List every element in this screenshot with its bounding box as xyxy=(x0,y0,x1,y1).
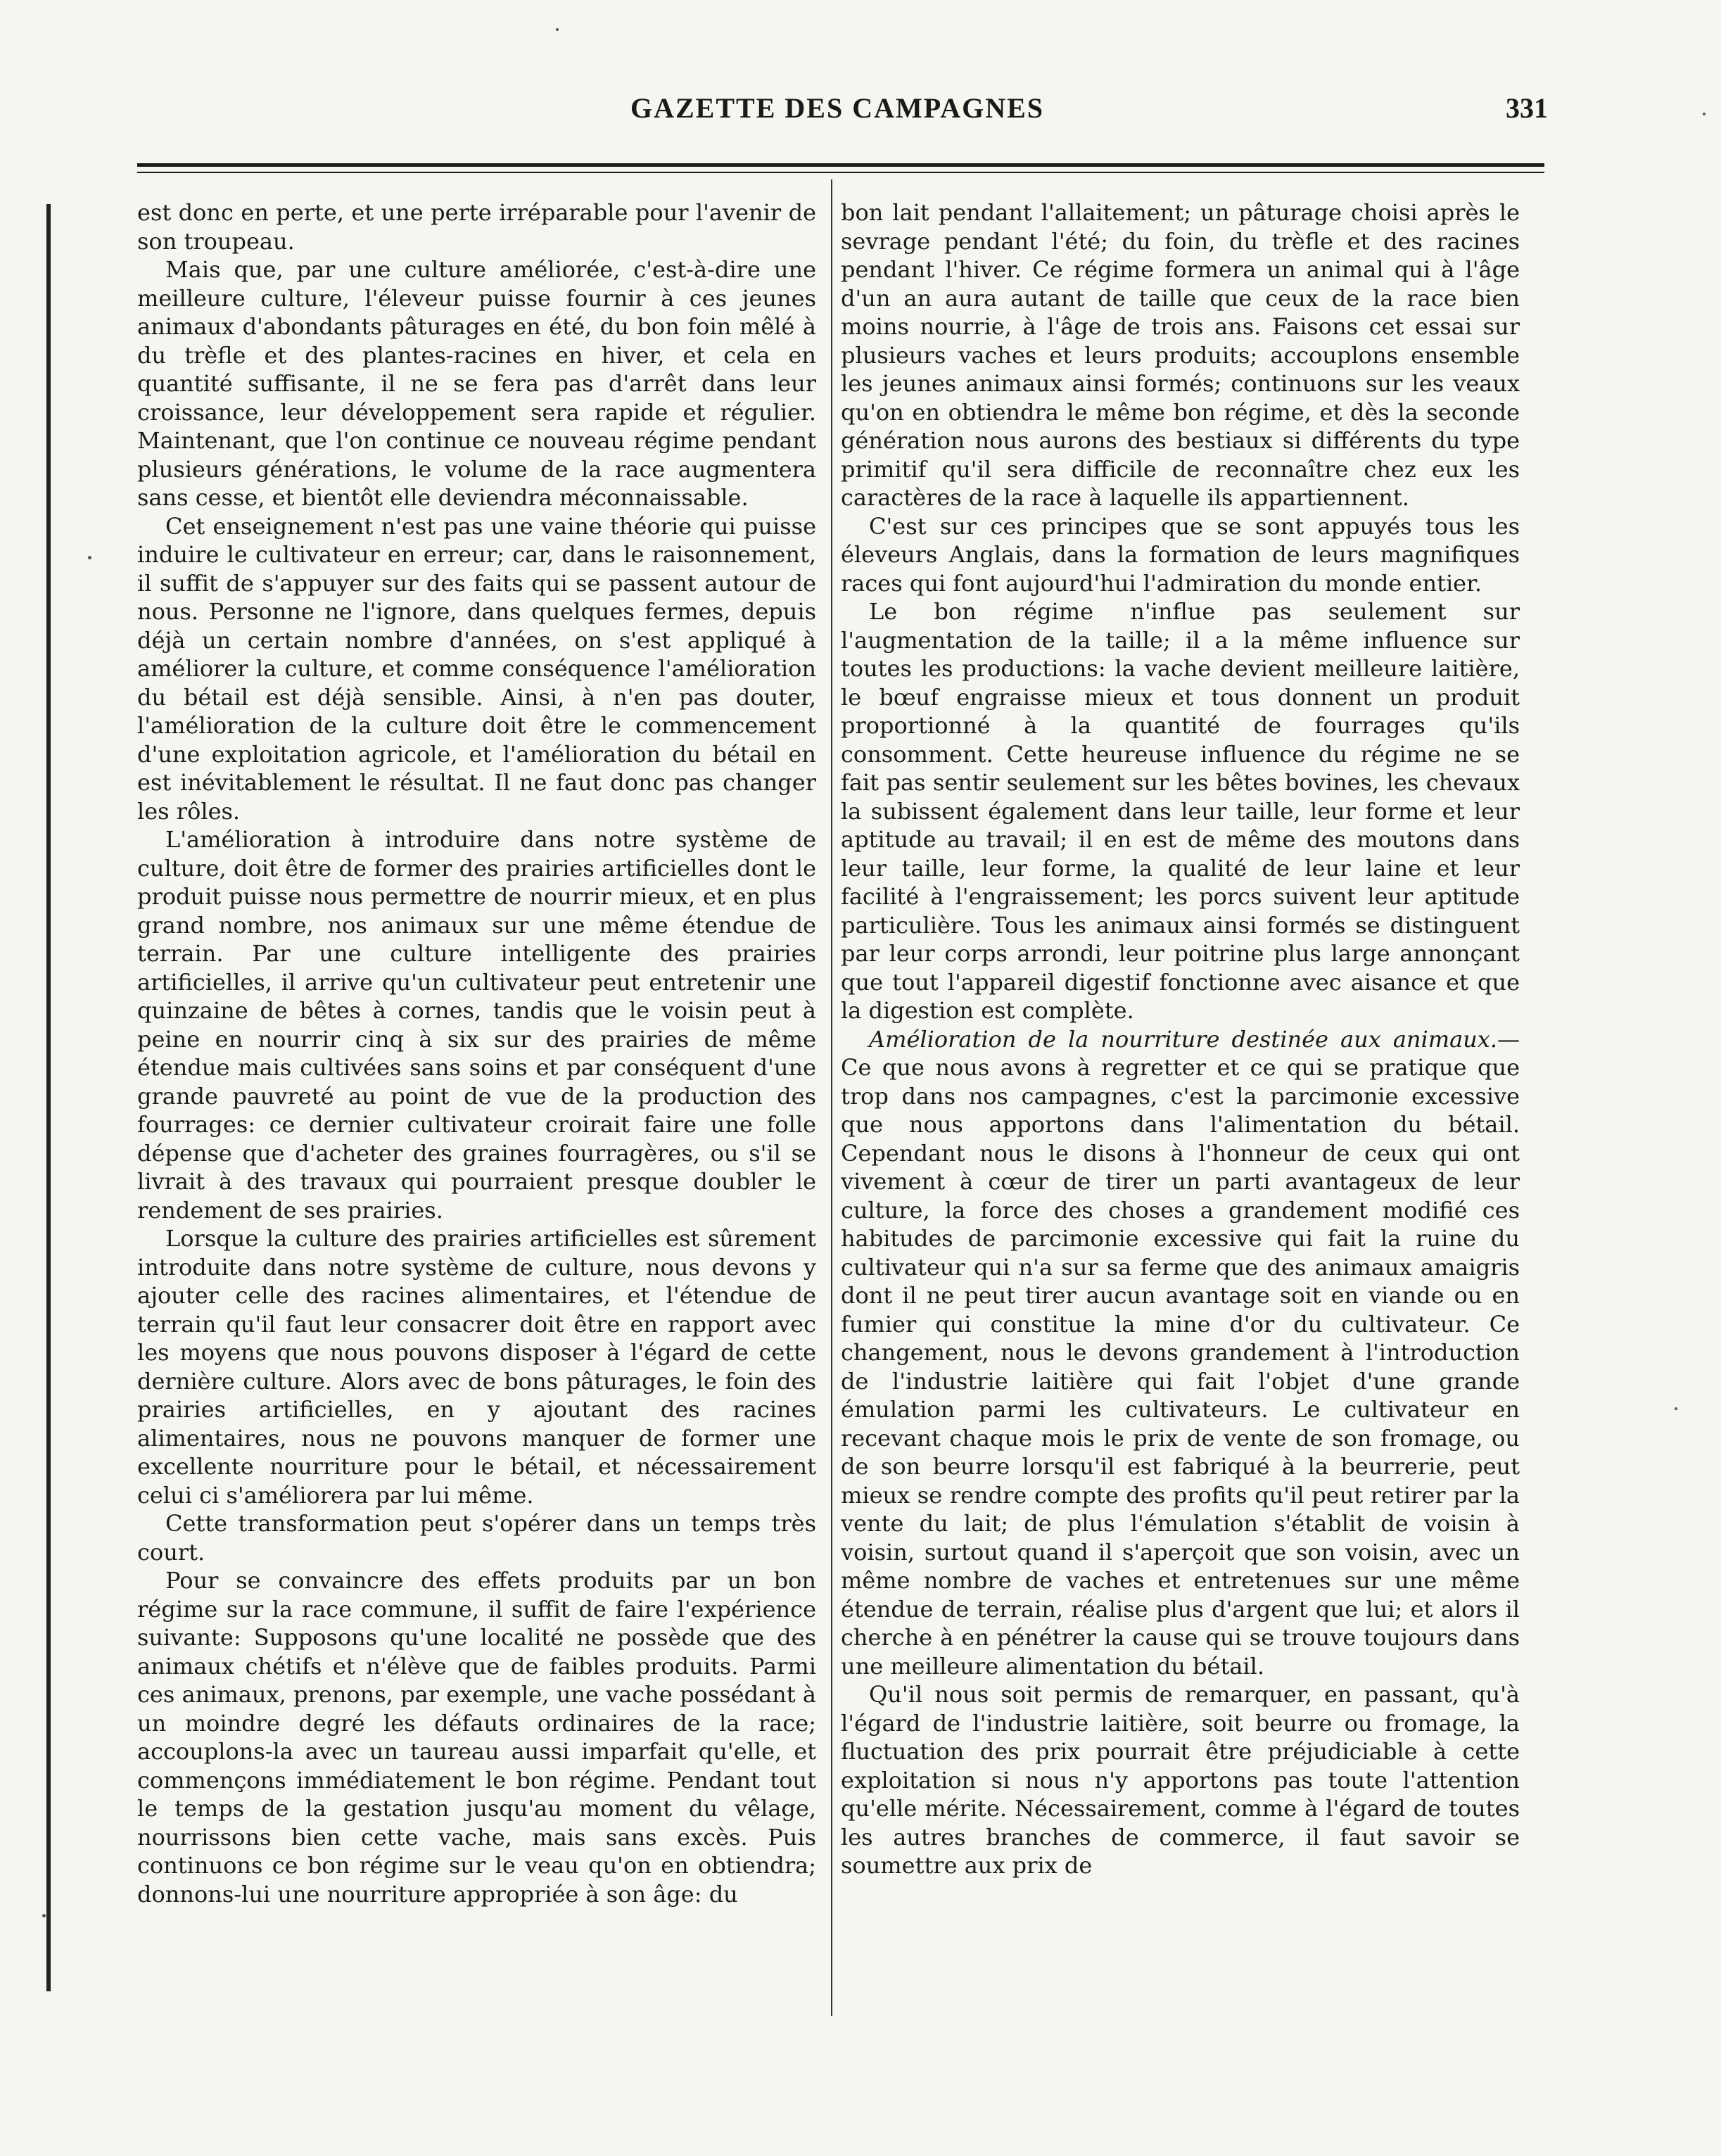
section-paragraph: Amélioration de la nourriture destinée aux animaux.— Ce que nous avons à regretter et ce qui se pratique que trop dans nos campagnes, c'est la parcimonie excessive que nous apportons dans l'alimentation du bétail. Cependant nous le disons à l'honneur de ceux qui ont vivement à cœur de tirer un parti avantageux de leur culture, la force des choses a grandement modifié ces habitudes de parcimonie excessive qui fait la ruine du cultivateur qui n'a sur sa ferme que des animaux amaigris dont il ne peut tirer aucun avantage soit en viande ou en fumier qui constitue la mine d'or du cultivateur. Ce changement, nous le devons grandement à l'introduction de l'industrie laitière qui fait l'objet d'une grande émulation parmi les cultivateurs. Le cultivateur en recevant chaque mois le prix de vente de son fromage, ou de son beurre lorsqu'il est fabriqué à la beurrerie, peut mieux se rendre compte des profits qu'il peut retirer par la vente du lait; de plus l'émulation s'établit de voisin à voisin, surtout quand il s'aperçoit que son voisin, avec un même nombre de vaches et entretenues sur une même étendue de terrain, réalise plus d'argent que lui; et alors il cherche à en pénétrer la cause qui se trouve toujours dans une meilleure alimentation du bétail. xyxy=(841,1025,1520,1680)
paragraph: Lorsque la culture des prairies artificielles est sûrement introduite dans notre système de culture, nous devons y ajouter celle des racines alimentaires, et l'étendue de terrain qu'il faut leur consacrer doit être en rapport avec les moyens que nous pouvons disposer à l'égard de cette dernière culture. Alors avec de bons pâturages, le foin des prairies artificielles, en y ajoutant des racines alimentaires, nous ne pouvons manquer de former une excellente nourriture pour le bétail, et nécessairement celui ci s'améliorera par lui même. xyxy=(137,1225,816,1509)
paragraph: C'est sur ces principes que se sont appuyés tous les éleveurs Anglais, dans la formation de leurs magnifiques races qui font aujourd'hui l'admiration du monde entier. xyxy=(841,512,1520,597)
paragraph: L'amélioration à introduire dans notre système de culture, doit être de former des prairies artificielles dont le produit puisse nous permettre de nourrir mieux, et en plus grand nombre, nos animaux sur une même étendue de terrain. Par une culture intelligente des prairies artificielles, il arrive qu'un cultivateur peut entretenir une quinzaine de bêtes à cornes, tandis que le voisin peut à peine en nourrir cinq à six sur des prairies de même étendue mais cultivées sans soins et par conséquent d'une grande pauvreté au point de vue de la production des fourrages: ce dernier cultivateur croirait faire une folle dépense que d'acheter des graines fourragères, ou s'il se livrait à des travaux qui pourraient presque doubler le rendement de ses prairies. xyxy=(137,826,816,1224)
print-speck xyxy=(88,556,91,559)
paragraph: Le bon régime n'influe pas seulement sur l'augmentation de la taille; il a la même influence sur toutes les productions: la vache devient meilleure laitière, le bœuf engraisse mieux et tous donnent un produit proportionné à la quantité de fourrages qu'ils consomment. Cette heureuse influence du régime ne se fait pas sentir seulement sur les bêtes bovines, les chevaux la subissent également dans leur taille, leur forme et leur aptitude au travail; il en est de même des moutons dans leur taille, leur forme, la qualité de leur laine et leur facilité à l'engraissement; les porcs suivent leur aptitude particulière. Tous les animaux ainsi formés se distinguent par leur corps arrondi, leur poitrine plus large annonçant que tout l'appareil digestif fonctionne avec aisance et que la digestion est complète. xyxy=(841,598,1520,1024)
paragraph: Pour se convaincre des effets produits par un bon régime sur la race commune, il suffit de faire l'expérience suivante: Supposons qu'une localité ne possède que des animaux chétifs et n'élève que de faibles produits. Parmi ces animaux, prenons, par exemple, une vache possédant à un moindre degré les défauts ordinaires de la race; accouplons-la avec un taureau aussi imparfait qu'elle, et commençons immédiatement le bon régime. Pendant tout le temps de la gestation jusqu'au moment du vêlage, nourrissons bien cette vache, mais sans excès. Puis continuons ce bon régime sur le veau qu'on en obtiendra; donnons-lui une nourriture appropriée à son âge: du xyxy=(137,1567,816,1908)
paragraph: bon lait pendant l'allaitement; un pâturage choisi après le sevrage pendant l'été; du foin, du trèfle et des racines pendant l'hiver. Ce régime formera un animal qui à l'âge d'un an aura autant de taille que ceux de la race bien moins nourrie, à l'âge de trois ans. Faisons cet essai sur plusieurs vaches et leurs produits; accouplons ensemble les jeunes animaux ainsi formés; continuons sur les veaux qu'on en obtiendra le même bon régime, et dès la seconde génération nous aurons des bestiaux si différents du type primitif qu'il sera difficile de reconnaître chez eux les caractères de la race à laquelle ils appartiennent. xyxy=(841,199,1520,511)
section-heading: Amélioration de la nourriture destinée aux animaux. xyxy=(869,1025,1497,1053)
paragraph: Cet enseignement n'est pas une vaine théorie qui puisse induire le cultivateur en erreur; car, dans le raisonnement, il suffit de s'appuyer sur des faits qui se passent autour de nous. Personne ne l'ignore, dans quelques fermes, depuis déjà un certain nombre d'années, on s'est appliqué à améliorer la culture, et comme conséquence l'amélioration du bétail est déjà sensible. Ainsi, à n'en pas douter, l'amélioration de la culture doit être le commencement d'une exploitation agricole, et l'amélioration du bétail en est inévitablement le résultat. Il ne faut donc pas changer les rôles. xyxy=(137,512,816,825)
paragraph: Mais que, par une culture améliorée, c'est-à-dire une meilleure culture, l'éleveur puisse fournir à ces jeunes animaux d'abondants pâturages en été, du bon foin mêlé à du trèfle et des plantes-racines en hiver, et cela en quantité suffisante, il ne se fera pas d'arrêt dans leur croissance, leur développement sera rapide et régulier. Maintenant, que l'on continue ce nouveau régime pendant plusieurs générations, le volume de la race augmentera sans cesse, et bientôt elle deviendra méconnaissable. xyxy=(137,256,816,511)
print-speck xyxy=(42,1914,46,1917)
margin-binding-bar xyxy=(46,204,51,1991)
print-speck xyxy=(1703,113,1706,115)
header-rule-thick xyxy=(137,163,1544,167)
print-speck xyxy=(556,28,559,31)
header-rule-thin xyxy=(137,172,1544,173)
page-number: 331 xyxy=(1506,92,1548,124)
page-title: GAZETTE DES CAMPAGNES xyxy=(630,92,1044,124)
column-divider xyxy=(831,179,832,2016)
paragraph: est donc en perte, et une perte irréparable pour l'avenir de son troupeau. xyxy=(137,199,816,255)
page-header xyxy=(127,91,1548,134)
left-column xyxy=(137,198,816,2042)
paragraph: Qu'il nous soit permis de remarquer, en passant, qu'à l'égard de l'industrie laitière, soit beurre ou fromage, la fluctuation des prix pourrait être préjudiciable à cette exploitation si nous n'y apportons pas toute l'attention qu'elle mérite. Nécessairement, comme à l'égard de toutes les autres branches de commerce, il faut savoir se soumettre aux prix de xyxy=(841,1681,1520,1879)
right-column xyxy=(841,198,1520,2042)
paragraph: Cette transformation peut s'opérer dans un temps très court. xyxy=(137,1510,816,1566)
print-speck xyxy=(1675,1407,1677,1410)
